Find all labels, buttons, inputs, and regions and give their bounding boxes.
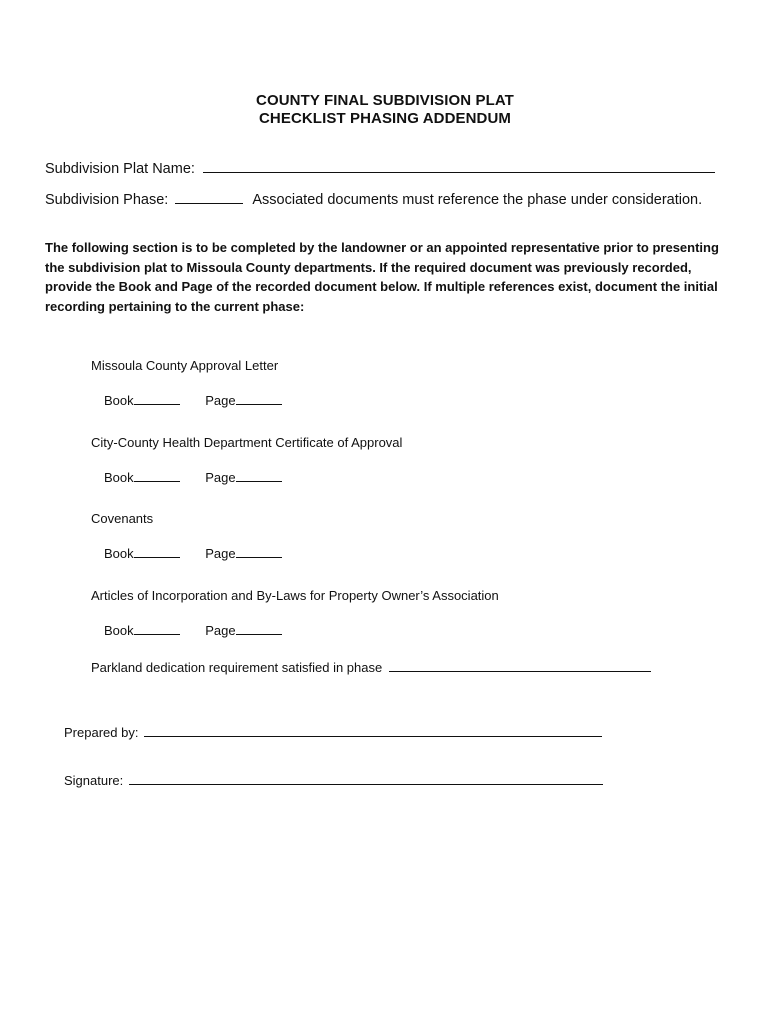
doc-label-health-certificate: City-County Health Department Certificate of Approval	[91, 435, 403, 450]
book-field[interactable]	[134, 545, 180, 558]
page-field[interactable]	[236, 545, 282, 558]
phase-field[interactable]	[175, 189, 243, 204]
doc-label-approval-letter: Missoula County Approval Letter	[91, 358, 279, 373]
book-field[interactable]	[134, 469, 180, 482]
page-field[interactable]	[236, 392, 282, 405]
page-label: Page	[205, 546, 236, 561]
book-field[interactable]	[134, 622, 180, 635]
signature-field[interactable]	[129, 772, 603, 785]
parkland-label: Parkland dedication requirement satisfied in phase	[91, 660, 383, 675]
book-field[interactable]	[134, 392, 180, 405]
phase-label: Subdivision Phase:	[45, 192, 169, 208]
signature-row	[64, 772, 603, 788]
prepared-by-row	[64, 724, 602, 740]
bookpage-row-articles-bylaws	[104, 622, 282, 638]
page-field[interactable]	[236, 622, 282, 635]
book-label: Book	[104, 393, 134, 408]
bookpage-row-health-certificate	[104, 469, 282, 485]
phase-note: Associated documents must reference the phase under consideration.	[252, 192, 703, 208]
book-label: Book	[104, 470, 134, 485]
document-title-line-2: CHECKLIST PHASING ADDENDUM	[258, 110, 512, 127]
doc-label-covenants: Covenants	[91, 511, 154, 526]
bookpage-row-approval-letter	[104, 392, 282, 408]
page-field[interactable]	[236, 469, 282, 482]
prepared-by-field[interactable]	[144, 724, 602, 737]
page-label: Page	[205, 393, 236, 408]
plat-name-row	[45, 158, 715, 177]
plat-name-field[interactable]	[203, 158, 715, 173]
parkland-field[interactable]	[389, 659, 651, 672]
phase-row	[45, 189, 702, 208]
plat-name-label: Subdivision Plat Name:	[45, 161, 195, 177]
book-label: Book	[104, 623, 134, 638]
document-title-line-1: COUNTY FINAL SUBDIVISION PLAT	[256, 92, 514, 109]
doc-label-articles-bylaws: Articles of Incorporation and By-Laws for Property Owner’s Association	[91, 588, 499, 603]
instructions-paragraph: The following section is to be completed by the landowner or an appointed representative prior to presenting the subdivision plat to Missoula County departments. If the required document was previously recorded, provide the Book and Page of the recorded document below. If multiple references exist, document the initial recording pertaining to the current phase:	[45, 240, 719, 314]
book-label: Book	[104, 546, 134, 561]
page-label: Page	[205, 623, 236, 638]
page-label: Page	[205, 470, 236, 485]
prepared-by-label: Prepared by:	[64, 725, 139, 740]
parkland-row	[91, 659, 651, 675]
bookpage-row-covenants	[104, 545, 282, 561]
signature-label: Signature:	[64, 773, 124, 788]
